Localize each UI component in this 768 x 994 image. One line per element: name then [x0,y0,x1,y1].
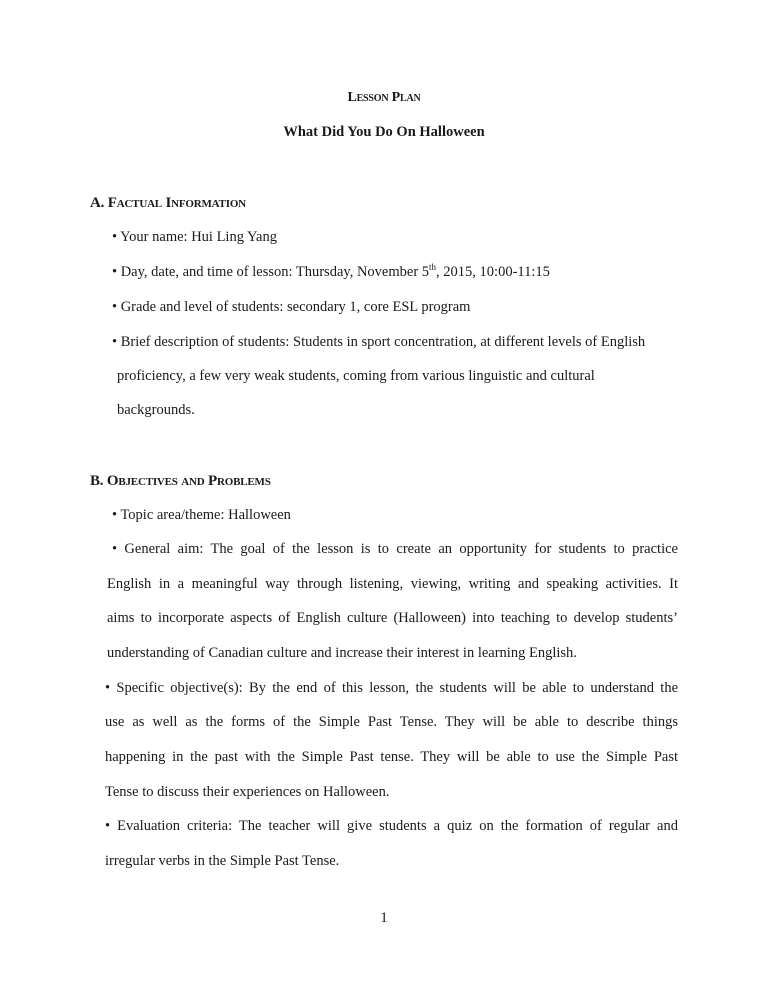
evaluation-line-1: • Evaluation criteria: The teacher will give students a quiz on the formation of regular and [105,818,678,834]
lesson-date-sup: th [429,262,437,272]
general-aim-line-1: • General aim: The goal of the lesson is to create an opportunity for students to practice [112,541,678,557]
item-description-line-2: proficiency, a few very weak students, coming from various linguistic and cultural [117,368,595,384]
specific-objective-line-1: • Specific objective(s): By the end of this lesson, the students will be able to understand the [105,680,678,696]
general-aim-line-4: understanding of Canadian culture and increase their interest in learning English. [107,645,577,661]
lesson-date-prefix: • Day, date, and time of lesson: Thursday, November 5 [112,264,430,280]
item-lesson-date [112,264,550,281]
item-your-name: • Your name: Hui Ling Yang [112,229,277,245]
lesson-plan-title: Lesson Plan [347,90,421,105]
item-description-line-1: • Brief description of students: Students in sport concentration, at different levels of English [112,334,646,350]
item-topic-area: • Topic area/theme: Halloween [112,507,291,523]
section-a-heading: A. Factual Information [90,195,246,211]
lesson-date-suffix: , 2015, 10:00-11:15 [436,264,550,280]
specific-objective-line-4: Tense to discuss their experiences on Halloween. [105,784,390,800]
specific-objective-line-2: use as well as the forms of the Simple Past Tense. They will be able to describe things [105,714,678,730]
lesson-plan-subtitle: What Did You Do On Halloween [283,124,485,140]
specific-objective-line-3: happening in the past with the Simple Past tense. They will be able to use the Simple Past [105,749,678,765]
evaluation-line-2: irregular verbs in the Simple Past Tense. [105,853,340,869]
page-number: 1 [380,910,388,926]
general-aim-line-2: English in a meaningful way through listening, viewing, writing and speaking activities. It [107,576,678,592]
item-description-line-3: backgrounds. [117,402,195,418]
section-b-heading: B. Objectives and Problems [90,473,271,489]
item-grade-level: • Grade and level of students: secondary 1, core ESL program [112,299,471,315]
general-aim-line-3: aims to incorporate aspects of English culture (Halloween) into teaching to develop students’ [107,610,678,626]
